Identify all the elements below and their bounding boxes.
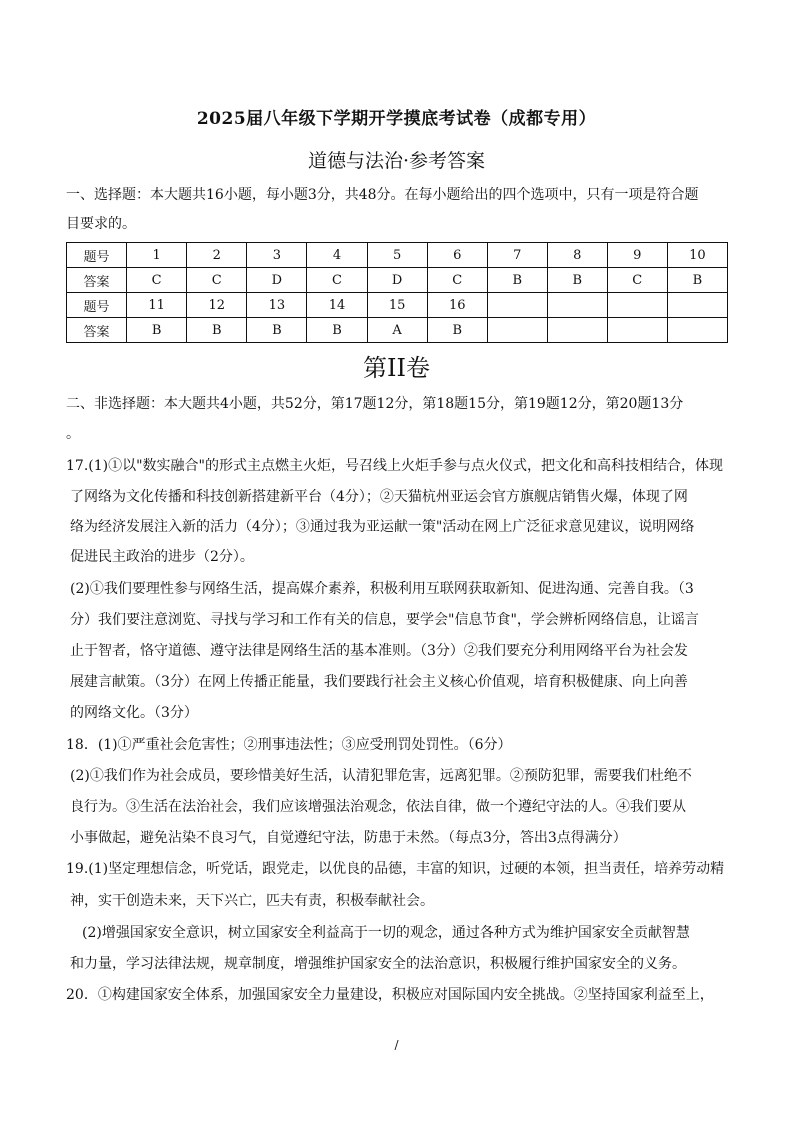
answer-line: 促进民主政治的进步（2分）。 bbox=[70, 549, 254, 565]
table-cell: 13 bbox=[247, 293, 307, 318]
table-cell: 7 bbox=[487, 243, 547, 268]
table-cell: B bbox=[667, 268, 727, 293]
answer-line: 分）我们要注意浏览、寻找与学习和工作有关的信息，要学会"信息节食"，学会辨析网络信息，让谣言 bbox=[70, 612, 699, 628]
table-cell: B bbox=[247, 318, 307, 343]
table-cell: B bbox=[187, 318, 247, 343]
answer-line: 神，实干创造未来，天下兴亡，匹夫有责，积极奉献社会。 bbox=[70, 893, 434, 909]
table-cell: A bbox=[367, 318, 427, 343]
table-row bbox=[67, 243, 728, 268]
answer-line: 20．①构建国家安全体系，加强国家安全力量建设，积极应对国际国内安全挑战。②坚持国家利益至上， bbox=[66, 987, 714, 1003]
table-cell: 14 bbox=[307, 293, 367, 318]
answer-line: 的网络文化。（3分） bbox=[70, 705, 198, 721]
table-cell: D bbox=[367, 268, 427, 293]
row-label-answer: 答案 bbox=[67, 268, 127, 293]
page-title: 2025届八年级下学期开学摸底考试卷（成都专用） bbox=[196, 109, 597, 129]
table-cell: 15 bbox=[367, 293, 427, 318]
answer-line: 良行为。③生活在法治社会，我们应该增强法治观念，依法自律，做一个遵纪守法的人。④我们要从 bbox=[70, 799, 686, 815]
table-cell: B bbox=[487, 268, 547, 293]
table-cell: 5 bbox=[367, 243, 427, 268]
table-cell: 4 bbox=[307, 243, 367, 268]
page-number: / bbox=[394, 1038, 399, 1052]
answer-line: 小事做起，避免沾染不良习气，自觉遵纪守法，防患于未然。（每点3分，答出3点得满分） bbox=[70, 830, 627, 846]
table-cell: 8 bbox=[547, 243, 607, 268]
table-cell: B bbox=[127, 318, 187, 343]
table-row bbox=[67, 293, 728, 318]
table-cell: B bbox=[427, 318, 487, 343]
table-cell: C bbox=[307, 268, 367, 293]
table-cell: C bbox=[127, 268, 187, 293]
table-cell: 6 bbox=[427, 243, 487, 268]
table-row bbox=[67, 318, 728, 343]
answer-line: 18．(1)①严重社会危害性；②刑事违法性；③应受刑罚处罚性。（6分） bbox=[66, 737, 512, 753]
table-row bbox=[67, 268, 728, 293]
table-cell: 12 bbox=[187, 293, 247, 318]
table-cell: 1 bbox=[127, 243, 187, 268]
table-cell: B bbox=[547, 268, 607, 293]
table-cell: 3 bbox=[247, 243, 307, 268]
part2-intro-line2: 。 bbox=[66, 426, 80, 442]
part1-intro-line2: 目要求的。 bbox=[66, 216, 136, 232]
part1-intro-line1: 一、选择题：本大题共16小题，每小题3分，共48分。在每小题给出的四个选项中，只有一项是符合题 bbox=[66, 187, 699, 203]
table-cell: 9 bbox=[607, 243, 667, 268]
table-cell bbox=[607, 318, 667, 343]
table-cell: C bbox=[427, 268, 487, 293]
answer-line: 和力量，学习法律法规，规章制度，增强维护国家安全的法治意识，积极履行维护国家安全的义务。 bbox=[70, 956, 686, 972]
page-subtitle: 道德与法治·参考答案 bbox=[307, 150, 486, 172]
table-cell: C bbox=[187, 268, 247, 293]
table-cell: C bbox=[607, 268, 667, 293]
answer-line: 了网络为文化传播和科技创新搭建新平台（4分）；②天猫杭州亚运会官方旗舰店销售火爆，体现了网 bbox=[70, 489, 688, 505]
answer-line: (2)增强国家安全意识，树立国家安全利益高于一切的观念，通过各种方式为维护国家安全贡献智慧 bbox=[82, 925, 690, 941]
table-cell bbox=[667, 293, 727, 318]
table-cell bbox=[487, 318, 547, 343]
answer-line: (2)①我们要理性参与网络生活，提高媒介素养，积极利用互联网获取新知、促进沟通、完善自我。（3 bbox=[70, 581, 694, 597]
row-label-question: 题号 bbox=[67, 243, 127, 268]
table-cell bbox=[547, 318, 607, 343]
table-cell bbox=[547, 293, 607, 318]
table-cell: 2 bbox=[187, 243, 247, 268]
table-cell: B bbox=[307, 318, 367, 343]
row-label-question: 题号 bbox=[67, 293, 127, 318]
table-cell: 16 bbox=[427, 293, 487, 318]
table-cell bbox=[667, 318, 727, 343]
answer-line: 19.(1)坚定理想信念，听党话，跟党走，以优良的品德，丰富的知识，过硬的本领，担当责任，培养劳动精 bbox=[66, 861, 725, 877]
answer-line: 止于智者，恪守道德、遵守法律是网络生活的基本准则。（3分）②我们要充分利用网络平台为社会发 bbox=[70, 643, 688, 659]
table-cell bbox=[607, 293, 667, 318]
answer-line: (2)①我们作为社会成员，要珍惜美好生活，认清犯罪危害，远离犯罪。②预防犯罪，需要我们杜绝不 bbox=[70, 768, 692, 784]
section-heading: 第II卷 bbox=[363, 354, 430, 382]
table-cell: 11 bbox=[127, 293, 187, 318]
answer-line: 17.(1)①以"数实融合"的形式主点燃主火炬，号召线上火炬手参与点火仪式，把文化和高科技相结合，体现 bbox=[66, 458, 723, 474]
answer-line: 展建言献策。（3分）在网上传播正能量，我们要践行社会主义核心价值观，培育积极健康、向上向善 bbox=[70, 674, 688, 690]
table-cell: 10 bbox=[667, 243, 727, 268]
part2-intro-line1: 二、非选择题：本大题共4小题，共52分，第17题12分，第18题15分，第19题12分，第20题13分 bbox=[66, 396, 684, 412]
table-cell: D bbox=[247, 268, 307, 293]
answer-line: 络为经济发展注入新的活力（4分）；③通过我为亚运献一策"活动在网上广泛征求意见建议，说明网络 bbox=[70, 519, 695, 535]
row-label-answer: 答案 bbox=[67, 318, 127, 343]
answer-table bbox=[66, 242, 728, 343]
table-cell bbox=[487, 293, 547, 318]
